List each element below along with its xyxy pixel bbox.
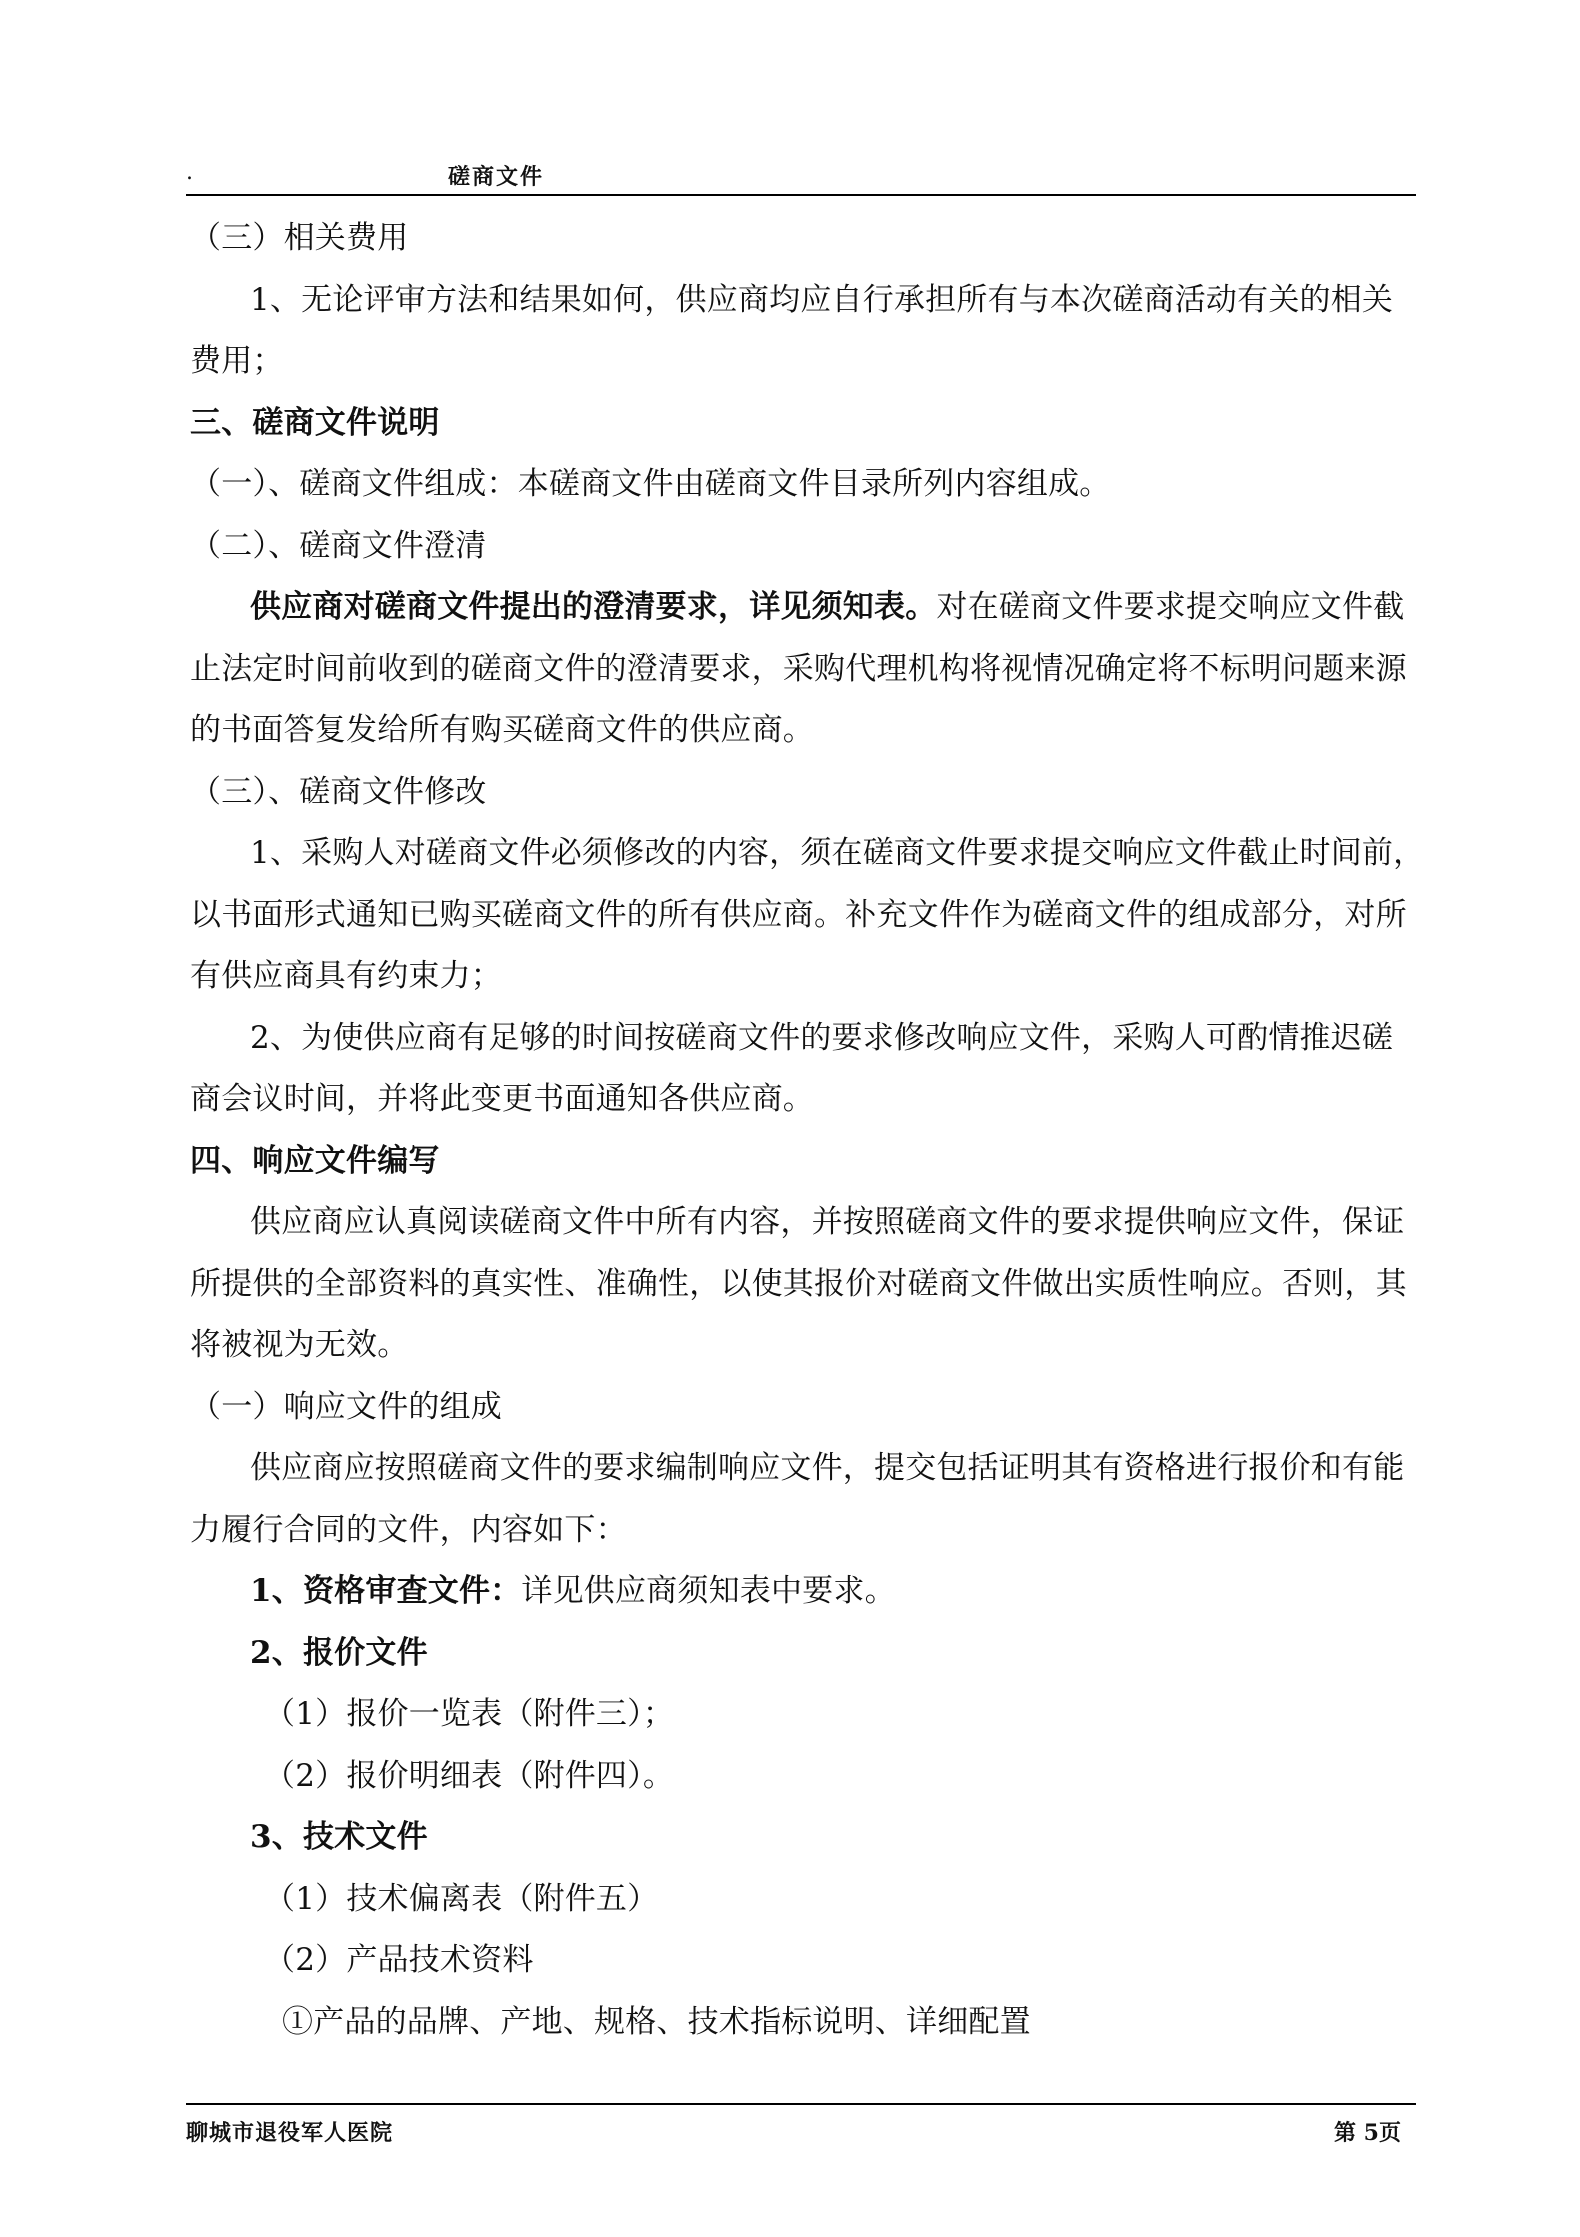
subheading-related-fees: （三）相关费用 [190, 220, 409, 256]
subheading-response-composition: （一）响应文件的组成 [190, 1388, 502, 1425]
paragraph-line: 所提供的全部资料的真实性、准确性，以使其报价对磋商文件做出实质性响应。否则，其 [190, 1265, 1407, 1302]
paragraph-line: 力履行合同的文件，内容如下： [190, 1511, 627, 1548]
paragraph-line: 2、为使供应商有足够的时间按磋商文件的要求修改响应文件，采购人可酌情推迟磋 [250, 1019, 1394, 1056]
paragraph-line: 止法定时间前收到的磋商文件的澄清要求，采购代理机构将视情况确定将不标明问题来源 [190, 650, 1407, 687]
paragraph-line: 将被视为无效。 [190, 1327, 409, 1363]
paragraph-line: 有供应商具有约束力； [190, 958, 502, 994]
paragraph-line: 1、采购人对磋商文件必须修改的内容，须在磋商文件要求提交响应文件截止时间前， [250, 835, 1425, 871]
list-item-technical: 3、技术文件 [250, 1819, 428, 1855]
list-subitem: （1）报价一览表（附件三）； [264, 1696, 675, 1732]
subheading-composition: （一）、磋商文件组成：本磋商文件由磋商文件目录所列内容组成。 [190, 466, 1111, 502]
paragraph-line: 供应商应认真阅读磋商文件中所有内容，并按照磋商文件的要求提供响应文件，保证 [250, 1204, 1405, 1240]
list-subitem: （2）产品技术资料 [264, 1942, 534, 1978]
list-subitem: （2）报价明细表（附件四）。 [264, 1757, 675, 1794]
list-subitem: ①产品的品牌、产地、规格、技术指标说明、详细配置 [282, 2003, 1031, 2040]
section-heading-4: 四、响应文件编写 [190, 1142, 440, 1179]
paragraph-line: 以书面形式通知已购买磋商文件的所有供应商。补充文件作为磋商文件的组成部分，对所 [190, 896, 1407, 933]
paragraph-line: 费用； [190, 343, 284, 379]
list-item-quotation: 2、报价文件 [250, 1634, 428, 1671]
paragraph-line: 的书面答复发给所有购买磋商文件的供应商。 [190, 712, 814, 748]
paragraph-line: 供应商对磋商文件提出的澄清要求，详见须知表。对在磋商文件要求提交响应文件截 [250, 589, 1405, 625]
paragraph-line: 供应商应按照磋商文件的要求编制响应文件，提交包括证明其有资格进行报价和有能 [250, 1450, 1405, 1486]
section-heading-3: 三、磋商文件说明 [190, 404, 440, 441]
document-body [190, 208, 1425, 2053]
footer-organization: 聊城市退役军人医院 [186, 2120, 394, 2146]
paragraph-line: 商会议时间，并将此变更书面通知各供应商。 [190, 1081, 814, 1117]
header-title: 磋商文件 [448, 164, 545, 190]
list-item-qualification: 1、资格审查文件：详见供应商须知表中要求。 [250, 1573, 896, 1609]
list-subitem: （1）技术偏离表（附件五） [264, 1880, 659, 1917]
header-dot: . [186, 160, 193, 185]
subheading-modification: （三）、磋商文件修改 [190, 773, 487, 810]
subheading-clarification: （二）、磋商文件澄清 [190, 527, 487, 564]
paragraph-line: 1、无论评审方法和结果如何，供应商均应自行承担所有与本次磋商活动有关的相关 [250, 281, 1394, 318]
footer-rule [186, 2103, 1416, 2105]
footer-page-number: 第 5页 [1334, 2120, 1401, 2146]
header-rule [186, 194, 1416, 196]
